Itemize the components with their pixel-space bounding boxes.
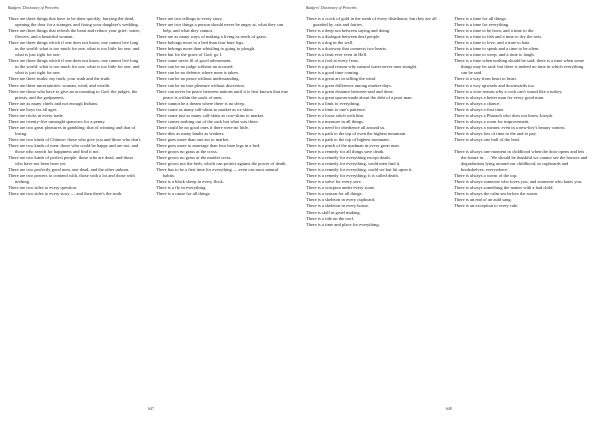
proverb-entry: There is always lots of time to die and to pay. xyxy=(454,130,537,136)
proverb-entry: There are three truths: my truth, your truth and the truth. xyxy=(8,76,111,82)
proverb-entry: There is a season for all things. xyxy=(306,191,363,197)
proverb-entry: There is a feast ever even in Hell. xyxy=(306,52,368,58)
proverb-entry: There cannot be a dream where there is no sleep. xyxy=(156,100,245,106)
proverb-entry: There belongs more than whistling to going to plough. xyxy=(156,46,256,52)
proverb-entry: There is a loose stitch with him. xyxy=(306,112,365,118)
proverb-entry: There are three uncertainties: woman, wind, and wealth. xyxy=(8,82,111,88)
proverb-entry: There is always a Pharaoh who does not know Joseph. xyxy=(454,112,554,118)
proverb-entry: There is a great difference among market-days. xyxy=(306,82,392,88)
proverb-entry: There came never ill of good advisement. xyxy=(156,58,232,64)
proverb-entry: There is a great uproar made about the debt of a poor man. xyxy=(306,94,413,100)
proverb-entry: There grows no grass at the market cross. xyxy=(156,155,232,161)
proverb-entry: There are twenty-five unsought sparrows for a penny. xyxy=(8,118,106,124)
proverb-entry: There are two perfectly good men, one dead, and the other unborn. xyxy=(8,167,130,173)
proverb-entry: There is always a chance. xyxy=(454,100,501,106)
proverb-entry: There can be no peace without understanding. xyxy=(156,76,240,82)
proverb-entry: There are two tellings to every story. xyxy=(156,16,223,21)
proverb-entry: There is a fool at every feast. xyxy=(306,58,359,64)
proverb-entry: There is a great distance between said and done. xyxy=(306,88,394,94)
proverb-entry: There is a doorway that connects two hearts. xyxy=(306,46,388,52)
proverb-entry: There grows no grass at the cross. xyxy=(156,149,218,155)
proverb-entry: There is a deep sea between saying and doing. xyxy=(306,28,391,34)
running-head-left: Badgers' Dictionary of Proverbs xyxy=(8,6,59,10)
proverb-entry: There is a wise reason why a cock can't sound like a turkey. xyxy=(454,88,563,94)
proverb-entry: There comes nothing out of the sack but what was there. xyxy=(156,118,259,124)
proverb-entry: There can be no true pleasure without discretion. xyxy=(156,82,245,88)
proverb-entry: There is a good time coming. xyxy=(306,70,360,76)
proverb-entry: There is a black sheep in every flock. xyxy=(156,179,224,185)
proverb-entry: There is a time to fish and a time to dry the nets. xyxy=(454,34,543,40)
proverb-entry: There are three things that have to be done quickly: burying the dead, opening the door for a stranger, and fixing your daughter's wedding. xyxy=(8,16,139,28)
proverb-entry: There is a great art in selling the wind. xyxy=(306,76,377,82)
proverb-entry: There is always one bull of the lead. xyxy=(454,136,520,142)
proverb-entry: There is a need for obedience all around us. xyxy=(306,124,386,130)
proverb-entry: There is a crock of gold in the tomb of every distributor, but they are all guarded by cats and fairies. xyxy=(306,16,437,28)
proverb-entry: There goes more to marriage than four bare legs in a bed. xyxy=(156,142,261,148)
left-page xyxy=(8,0,294,424)
proverb-entry: There dies as many lambs as wethers. xyxy=(156,130,225,136)
proverb-entry: There is always something the matter with a bad child. xyxy=(454,185,554,191)
proverb-entry: There is a time to be born, and a time to die. xyxy=(454,28,535,34)
proverb-entry: There are two sides to every story — and then there's the truth. xyxy=(8,191,123,197)
proverb-entry: There is a remedy for everything, could we but hit upon it. xyxy=(306,167,413,173)
proverb-entry: There has to be a first time for everything — even our most natural habits. xyxy=(156,167,279,179)
proverb-entry: There is a dog in the well. xyxy=(306,40,354,46)
proverb-entry: There come as many calf-skins to market as ox-skins. xyxy=(156,106,254,112)
proverb-entry: There is always one moment in childhood when the door opens and lets the future in . . . We should be thankful we cannot see the horrors and degradations lying around our childhood, in cupboards and bookshelves, everywhere. xyxy=(454,148,588,173)
proverb-entry: There is always the calm sea before the storm. xyxy=(454,191,539,197)
proverb-entry: There are two kinds of men: those who could be happy and are not, and those who search for happiness and find it not. xyxy=(8,142,139,155)
proverb-entry: There is a cause for all things. xyxy=(156,191,211,197)
proverb-entry: There is always a worm of the top. xyxy=(454,173,518,179)
proverb-entry: There is an exception to every rule. xyxy=(454,203,519,209)
proverb-entry: There is a pinch of the madman in every great man. xyxy=(306,142,400,148)
proverb-entry: There come just as many calf-skins as cow-skins to market. xyxy=(156,112,265,118)
right-page xyxy=(306,0,592,424)
proverb-entry: There are two things a person should never be angry at, what they can help, and what they cannot. xyxy=(156,22,284,34)
proverb-entry: There could be no good ones if there were no little. xyxy=(156,124,250,130)
proverb-entry: There is always a first time. xyxy=(454,106,505,112)
right-page-column-1 xyxy=(306,16,440,411)
proverb-entry: There is a limit to one's patience. xyxy=(306,106,367,112)
left-page-column-2 xyxy=(156,16,290,411)
proverb-entry: There is a time when nothing should be said, there is a time when some things may be said: but there is indeed no time in which everything can be said. xyxy=(454,58,584,76)
proverb-entry: There is a remedy for everything, could men find it. xyxy=(306,161,401,167)
proverb-entry: There are as many ways of making a living as seeds of grass. xyxy=(156,34,267,40)
proverb-entry: There goes more than one ass to market. xyxy=(156,136,230,142)
proverb-entry: There grows not the herb, which can protect against the power of death. xyxy=(156,161,287,167)
proverb-entry: There are two powers to contend with, those with a lot and those with nothing. xyxy=(8,173,135,185)
proverb-entry: There is always a better man for every good man. xyxy=(454,94,545,100)
proverb-entry: There is always a winner, even in a new-key's beauty contest. xyxy=(454,124,566,130)
proverb-entry: There but for the grace of God, go I. xyxy=(156,52,223,58)
proverb-entry: There is a remedy for everything; it is called death. xyxy=(306,173,399,179)
proverb-entry: There are three things which if one does not know, one cannot live long in the world: what is too much for one, what is too little for one, and what is just right for one. xyxy=(8,58,140,76)
proverb-entry: There are boys for all ages. xyxy=(8,106,58,112)
proverb-entry: There is a dialogue between deaf people. xyxy=(306,34,381,40)
proverb-entry: There is a remedy for everything except death. xyxy=(306,155,391,161)
proverb-entry: There belongs more to a bed than four bare legs. xyxy=(156,40,245,46)
proverb-entry: There is a path to the top of even the highest mountain. xyxy=(306,130,407,136)
left-page-column-1 xyxy=(8,16,142,411)
proverb-entry: There can be no judge without an accused. xyxy=(156,64,234,70)
proverb-entry: There is always a room for improvement. xyxy=(454,118,530,124)
proverb-entry: There are two kinds of perfect people: those who are dead, and those who have not been born yet. xyxy=(8,155,134,167)
proverb-entry: There is always someone who loves you, and someone who hates you. xyxy=(454,179,583,185)
proverb-entry: There are three things that refresh the heart and reduce your grief: water, flowers, and a beautiful woman. xyxy=(8,28,140,40)
page-number-right: 648 xyxy=(446,407,452,411)
proverb-entry: There is a skeleton in every house. xyxy=(306,203,370,209)
proverb-entry: There is a good reason why natural water never runs straight. xyxy=(306,64,418,70)
proverb-entry: There is a measure in all things. xyxy=(306,118,364,124)
proverb-entry: There is a limit to everything. xyxy=(306,100,361,106)
proverb-entry: There are tricks in every trade. xyxy=(8,112,64,118)
proverb-entry: There is a way upwards and downwards too. xyxy=(454,82,536,88)
proverb-entry: There is a skeleton in every cupboard. xyxy=(306,197,376,203)
proverb-entry: There can be no defence where none is taken. xyxy=(156,70,239,76)
proverb-entry: There are two great pleasures in gambling: that of winning and that of losing. xyxy=(8,124,136,136)
right-page-column-2 xyxy=(454,16,588,411)
proverb-entry: There are three things which if one does not know, one cannot live long in the world: what is too much for one, what is too little for one, and what is just right for one. xyxy=(8,40,140,58)
proverb-entry: There is a time to love, and a time to hate. xyxy=(454,40,531,46)
proverb-entry: There is skill in gruel making. xyxy=(306,209,361,215)
proverb-entry: There is a salve for every sore. xyxy=(306,179,362,185)
proverb-entry: There is a time and place for everything. xyxy=(306,221,380,227)
running-head-right: Badgers' Dictionary of Proverbs xyxy=(306,6,357,10)
proverb-entry: There is a time for all things. xyxy=(454,16,507,21)
proverb-entry: There can never be peace between nations until it is first known that true peace is within the souls of men. xyxy=(156,88,289,100)
proverb-entry: There are two sides to every question. xyxy=(8,185,78,191)
proverb-entry: There is an end of an auld sang. xyxy=(454,197,512,203)
proverb-entry: There are as many chiefs and not enough Indians. xyxy=(8,100,99,106)
proverb-entry: There is a way from heart to heart. xyxy=(454,76,517,82)
proverb-entry: There is a path to the top of highest mountain. xyxy=(306,136,390,142)
proverb-entry: There is a time to weep, and a time to laugh. xyxy=(454,52,535,58)
page-number-left: 647 xyxy=(148,407,154,411)
proverb-entry: There is a time for everything. xyxy=(454,22,510,28)
proverb-entry: There are those who have to give an accounting to God: the judges, the priests, and the godparents. xyxy=(8,88,138,100)
proverb-entry: There is a fly in everything. xyxy=(156,185,207,191)
proverb-entry: There is a tide on the roof. xyxy=(306,215,355,221)
proverb-entry: There is a remedy for all things save death. xyxy=(306,149,385,155)
proverb-entry: There is a time to speak and a time to be silent. xyxy=(454,46,540,52)
proverb-entry: There are two kinds of Chinese: those who give you and those who don't. xyxy=(8,136,142,142)
proverb-entry: There is a scorpion under every stone. xyxy=(306,185,376,191)
